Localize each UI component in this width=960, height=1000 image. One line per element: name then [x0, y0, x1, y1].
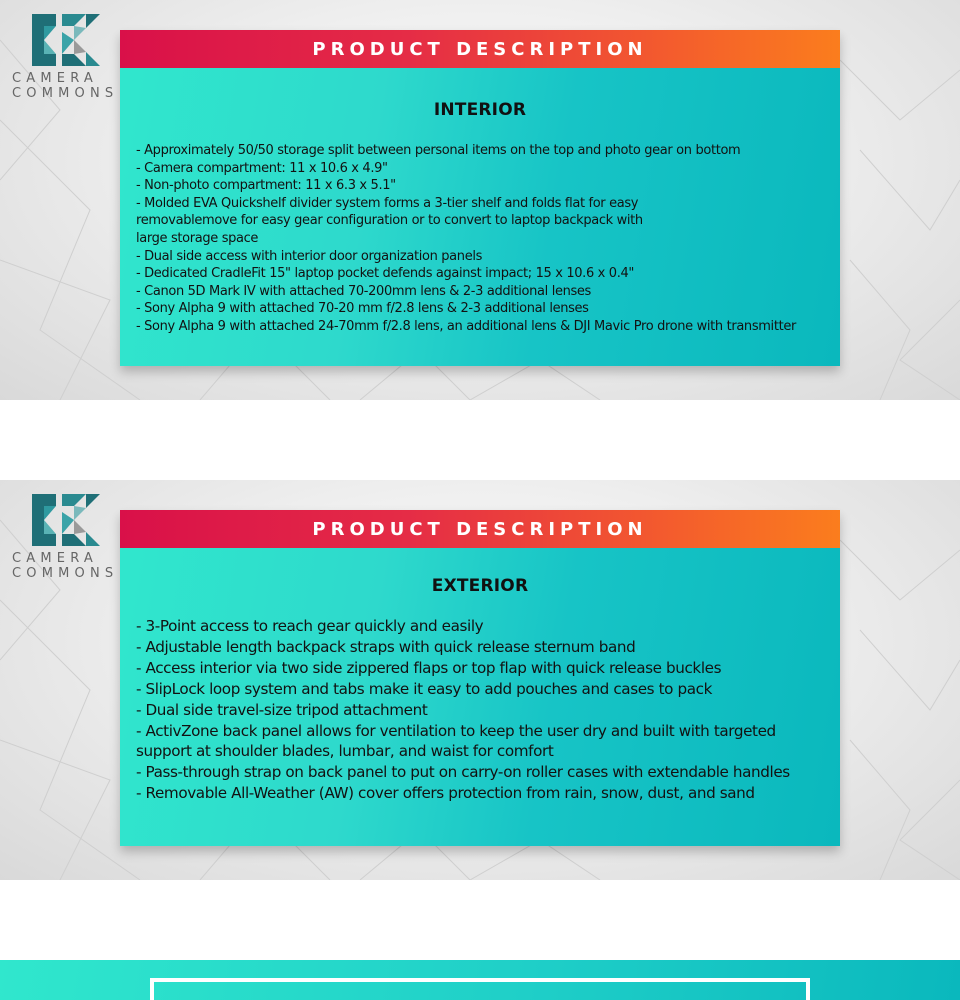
logo-word-camera: CAMERA: [12, 71, 98, 86]
camera-commons-logo: [12, 10, 119, 102]
description-list: [120, 142, 840, 336]
description-line: - Adjustable length backpack straps with quick release sternum band: [136, 637, 636, 656]
description-line: - Approximately 50/50 storage split between personal items on the top and photo gear on bottom: [136, 143, 741, 158]
description-line: - Access interior via two side zippered flaps or top flap with quick release buckles: [136, 658, 722, 677]
description-list: [120, 616, 840, 804]
product-description-card: [120, 30, 840, 366]
description-line: large storage space: [136, 230, 259, 246]
description-line: - ActivZone back panel allows for ventilation to keep the user dry and built with targeted: [136, 721, 776, 740]
logo-word-commons: COMMONS: [12, 86, 119, 101]
description-line: - Dedicated CradleFit 15" laptop pocket defends against impact; 15 x 10.6 x 0.4": [136, 266, 635, 282]
section-title: INTERIOR: [433, 100, 527, 120]
logo-word-camera: CAMERA: [12, 551, 98, 566]
section-title: EXTERIOR: [431, 576, 529, 596]
camera-commons-logo: [12, 490, 119, 582]
description-line: - Dual side travel-size tripod attachment: [136, 700, 428, 719]
description-line: - Non-photo compartment: 11 x 6.3 x 5.1": [136, 178, 396, 194]
interior-banner: [0, 0, 960, 400]
exterior-banner: [0, 480, 960, 880]
description-line: - Removable All-Weather (AW) cover offers protection from rain, snow, dust, and sand: [136, 784, 755, 803]
next-banner-strip: [0, 960, 960, 1000]
description-line: removablemove for easy gear configuration or to convert to laptop backpack with: [136, 213, 643, 229]
description-line: - Pass-through strap on back panel to put on carry-on roller cases with extendable handles: [136, 763, 790, 782]
card-header: PRODUCT DESCRIPTION: [120, 510, 840, 548]
product-description-card: [120, 510, 840, 846]
description-line: - Camera compartment: 11 x 10.6 x 4.9": [136, 160, 388, 176]
description-line: - Canon 5D Mark IV with attached 70-200mm lens & 2-3 additional lenses: [136, 283, 591, 299]
description-line: support at shoulder blades, lumbar, and waist for comfort: [136, 742, 554, 761]
next-banner-frame: [150, 978, 810, 1000]
description-line: - Molded EVA Quickshelf divider system forms a 3-tier shelf and folds flat for easy: [136, 195, 639, 211]
description-line: - 3-Point access to reach gear quickly and easily: [136, 617, 484, 635]
camera-commons-logo-mark: [28, 490, 104, 550]
description-line: - Sony Alpha 9 with attached 70-20 mm f/2.8 lens & 2-3 additional lenses: [136, 301, 589, 317]
description-line: - Dual side access with interior door organization panels: [136, 248, 483, 264]
description-line: - Sony Alpha 9 with attached 24-70mm f/2.8 lens, an additional lens & DJI Mavic Pro drone with transmitter: [136, 318, 796, 334]
logo-word-commons: COMMONS: [12, 566, 119, 581]
card-header: PRODUCT DESCRIPTION: [120, 30, 840, 68]
description-line: - SlipLock loop system and tabs make it easy to add pouches and cases to pack: [136, 679, 712, 698]
camera-commons-logo-mark: [28, 10, 104, 70]
